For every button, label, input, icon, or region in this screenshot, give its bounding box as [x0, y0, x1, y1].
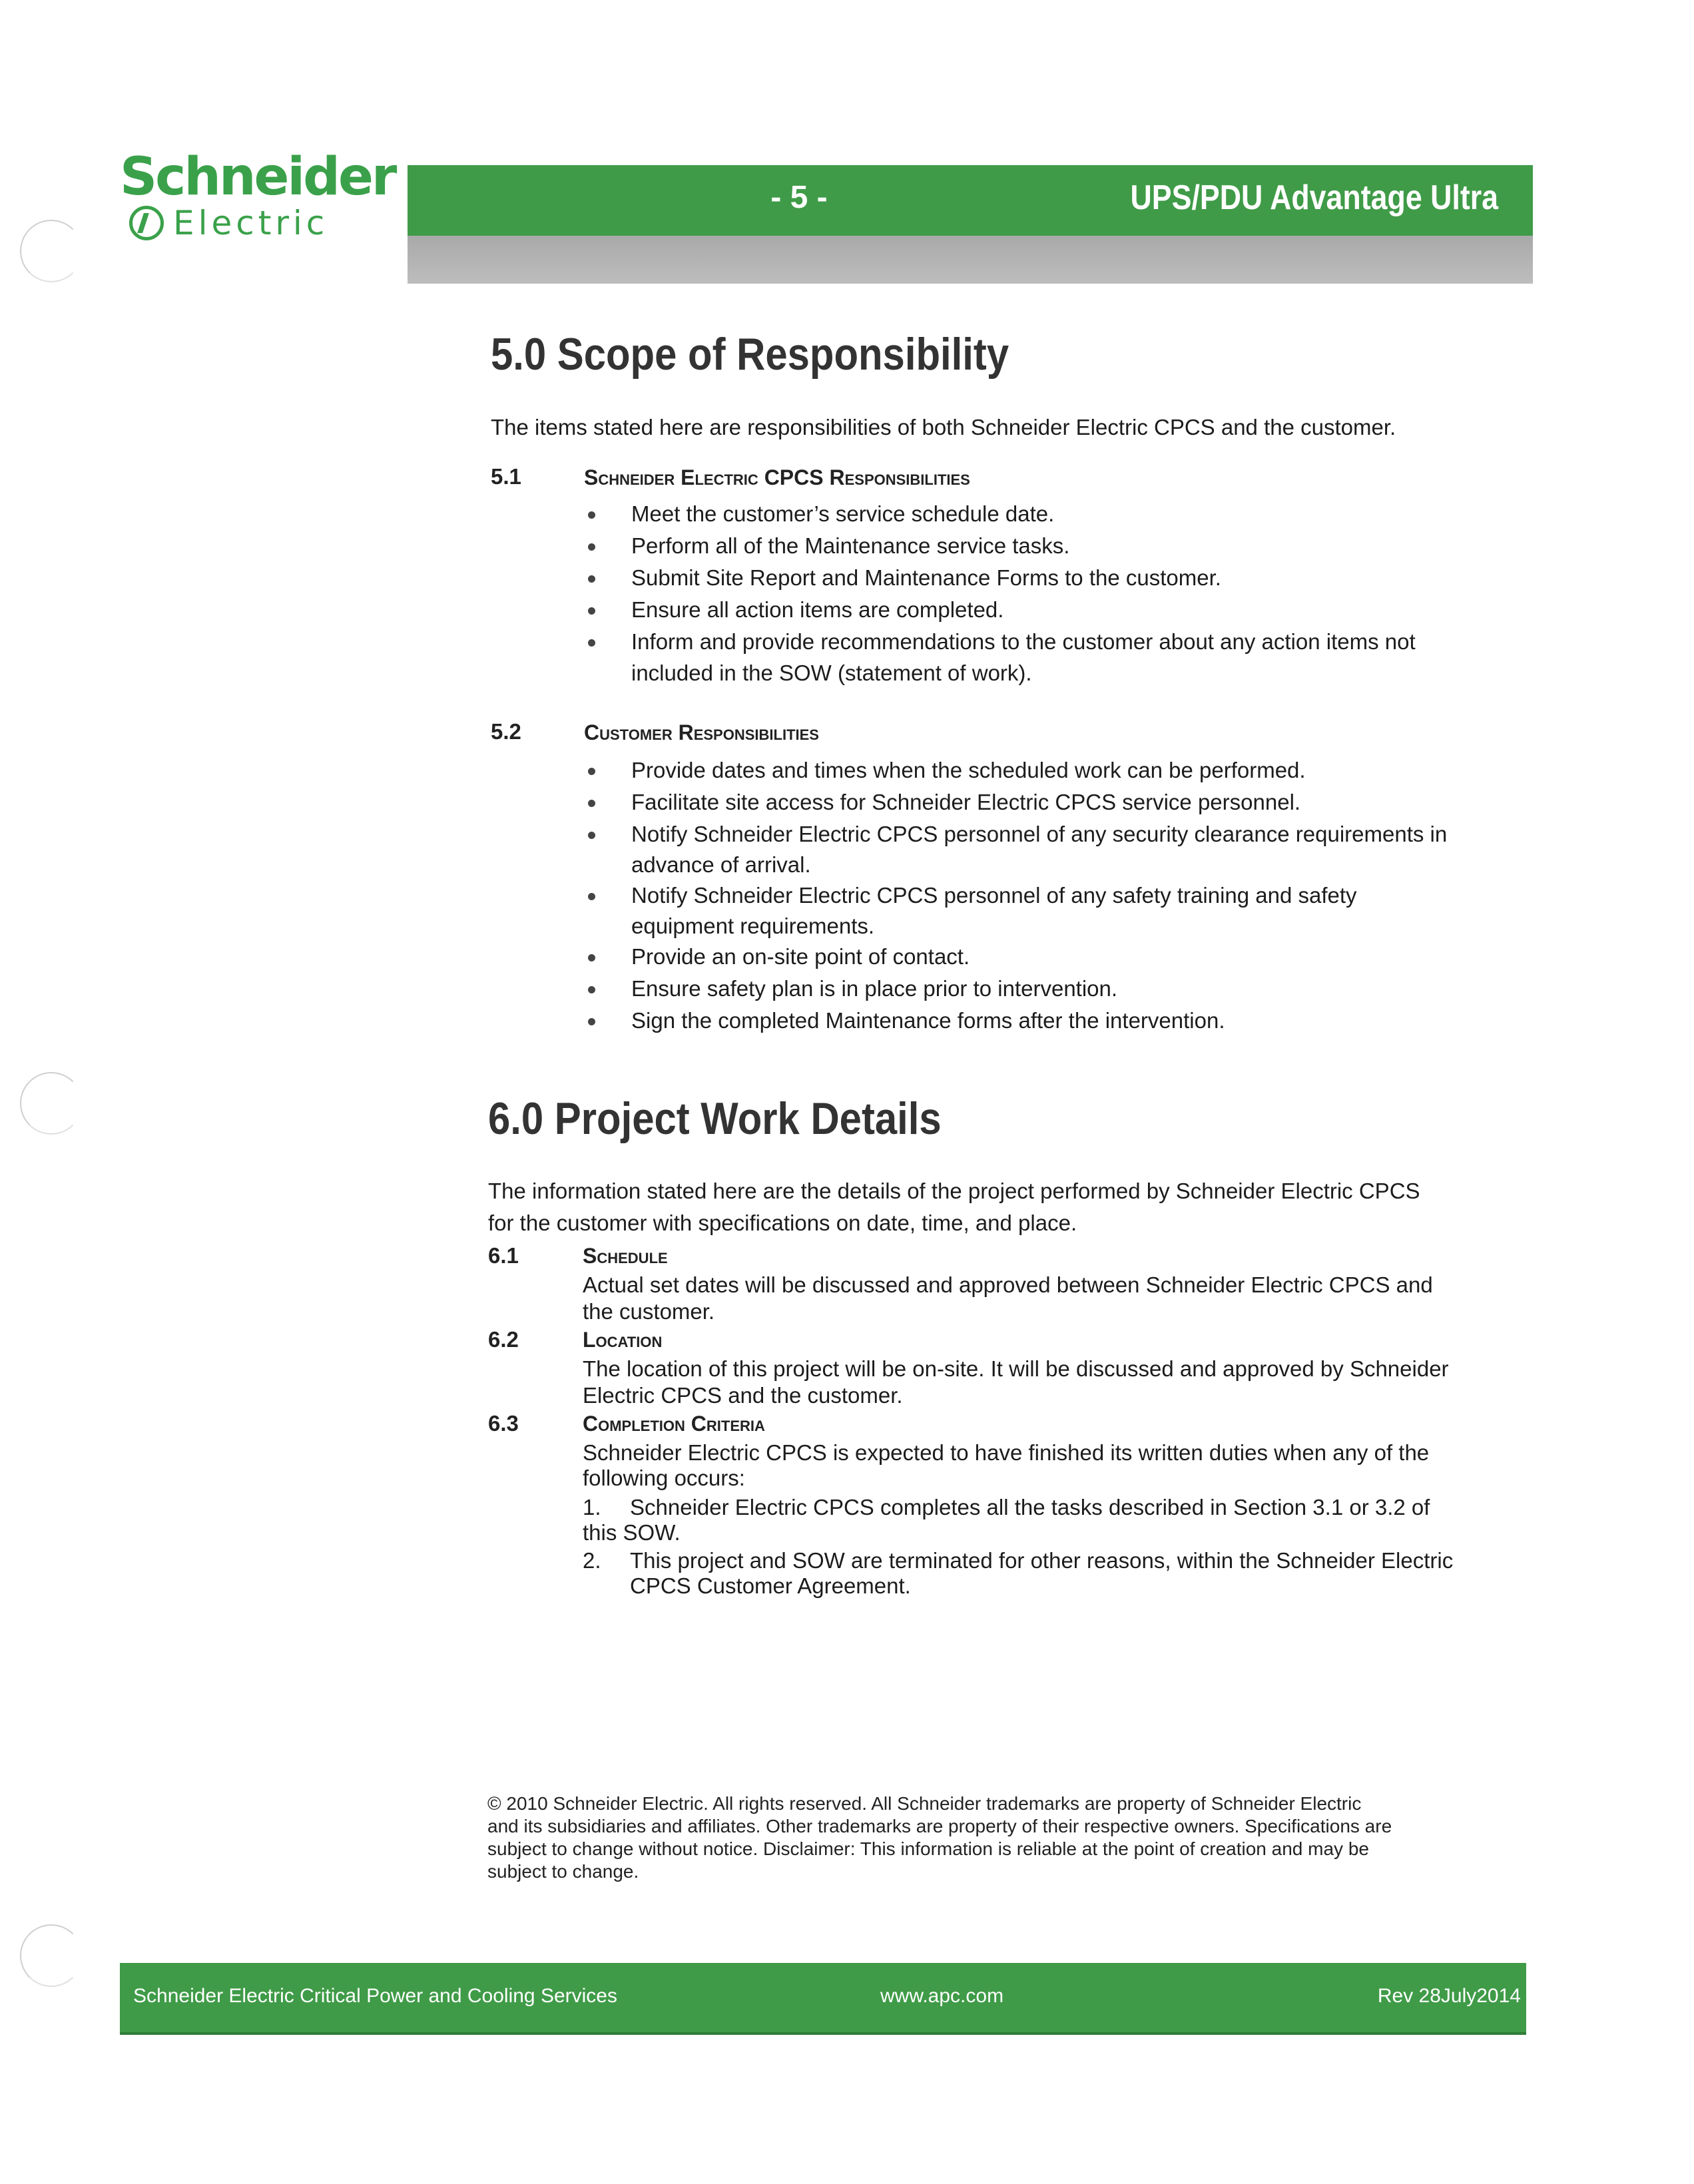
section-5-1-list: [631, 498, 1416, 688]
punch-hole-middle: [20, 1072, 83, 1135]
punch-hole-bottom: [20, 1924, 83, 1987]
section-6-2-text-line2: Electric CPCS and the customer.: [583, 1383, 903, 1408]
bullet-icon: [588, 607, 595, 615]
legal-notice: [487, 1792, 1392, 1883]
bullet-icon: [588, 543, 595, 551]
section-6-3-number: 6.3: [488, 1411, 519, 1436]
footer-revision: Rev 28July2014: [1377, 1985, 1521, 2007]
document-title: UPS/PDU Advantage Ultra: [1130, 178, 1498, 217]
header-underbar: [408, 236, 1533, 284]
schneider-electric-logo: [120, 147, 396, 242]
section-6-1-title: Schedule: [583, 1244, 668, 1268]
bullet-icon: [588, 893, 595, 900]
legal-line: and its subsidiaries and affiliates. Other trademarks are property of their respective owners. Specifications are: [487, 1816, 1392, 1836]
section-6-1-text-line2: the customer.: [583, 1299, 715, 1324]
list-item: Notify Schneider Electric CPCS personnel of any safety training and safety: [631, 880, 1447, 912]
list-item: Provide dates and times when the scheduled work can be performed.: [631, 754, 1447, 786]
section-5-2-number: 5.2: [491, 719, 521, 744]
logo-wordmark-electric: [173, 204, 346, 242]
section-6-intro-line2: for the customer with specifications on date, time, and place.: [488, 1211, 1077, 1235]
criteria-item-1-line1: Schneider Electric CPCS completes all the tasks described in Section 3.1 or 3.2 of: [630, 1495, 1430, 1519]
page-number: - 5 -: [770, 180, 828, 215]
bullet-icon: [588, 511, 595, 519]
legal-line: © 2010 Schneider Electric. All rights reserved. All Schneider trademarks are property of Schneider Electric: [487, 1793, 1362, 1814]
section-5-2-list: [631, 754, 1447, 1037]
bullet-icon: [588, 768, 595, 775]
section-5-1-title: Schneider Electric CPCS Responsibilities: [584, 465, 970, 489]
list-item: Provide an on-site point of contact.: [631, 941, 1447, 973]
footer-website: www.apc.com: [880, 1985, 1004, 2007]
section-6-heading: 6.0 Project Work Details: [488, 1093, 942, 1144]
criteria-item-2-number: 2.: [583, 1548, 601, 1573]
section-5-heading: 5.0 Scope of Responsibility: [491, 329, 1009, 380]
bullet-icon: [588, 832, 595, 839]
section-6-3-text-line1: Schneider Electric CPCS is expected to have finished its written duties when any of the: [583, 1440, 1430, 1465]
list-item: Ensure safety plan is in place prior to intervention.: [631, 973, 1447, 1005]
bullet-icon: [588, 954, 595, 961]
list-item-continuation: equipment requirements.: [631, 914, 875, 938]
bullet-icon: [588, 1018, 595, 1025]
criteria-item-2-line1: This project and SOW are terminated for other reasons, within the Schneider Electric: [630, 1548, 1454, 1573]
section-5-intro: The items stated here are responsibilities of both Schneider Electric CPCS and the customer.: [491, 415, 1396, 439]
logo-electric-text: Electric: [173, 204, 329, 242]
list-item: Facilitate site access for Schneider Electric CPCS service personnel.: [631, 786, 1447, 818]
punch-hole-top: [20, 220, 83, 282]
list-item: Perform all of the Maintenance service tasks.: [631, 530, 1416, 562]
footer-bar: [120, 1963, 1526, 2035]
section-6-1-number: 6.1: [488, 1243, 519, 1268]
bullet-icon: [588, 986, 595, 993]
section-6-3-text-line2: following occurs:: [583, 1466, 745, 1490]
section-6-2-text-line1: The location of this project will be on-site. It will be discussed and approved by Schneider: [583, 1356, 1449, 1381]
bullet-icon: [588, 639, 595, 647]
legal-line: subject to change.: [487, 1861, 639, 1882]
legal-line: subject to change without notice. Disclaimer: This information is reliable at the point of creation and may be: [487, 1838, 1369, 1859]
section-6-2-number: 6.2: [488, 1327, 519, 1352]
list-item: Submit Site Report and Maintenance Forms to the customer.: [631, 562, 1416, 594]
bullet-icon: [588, 575, 595, 583]
section-5-2-title: Customer Responsibilities: [584, 720, 819, 744]
section-6-2-title: Location: [583, 1328, 663, 1352]
criteria-item-2-line2: CPCS Customer Agreement.: [630, 1573, 911, 1598]
list-item: Inform and provide recommendations to the customer about any action items not: [631, 626, 1416, 658]
list-item-continuation: advance of arrival.: [631, 852, 811, 877]
section-6-1-text-line1: Actual set dates will be discussed and approved between Schneider Electric CPCS and: [583, 1272, 1433, 1297]
list-item-continuation: included in the SOW (statement of work).: [631, 661, 1032, 685]
bullet-icon: [588, 800, 595, 807]
list-item: Sign the completed Maintenance forms after the intervention.: [631, 1005, 1447, 1037]
criteria-item-1-number: 1.: [583, 1495, 601, 1519]
list-item: Ensure all action items are completed.: [631, 594, 1416, 626]
criteria-item-1-line2: this SOW.: [583, 1520, 681, 1545]
list-item: Meet the customer’s service schedule date.: [631, 498, 1416, 530]
footer-company: Schneider Electric Critical Power and Cooling Services: [133, 1985, 617, 2007]
list-item: Notify Schneider Electric CPCS personnel of any security clearance requirements in: [631, 818, 1447, 850]
logo-symbol-icon: [129, 206, 164, 240]
section-6-3-title: Completion Criteria: [583, 1412, 765, 1436]
section-5-1-number: 5.1: [491, 464, 521, 489]
section-6-intro-line1: The information stated here are the details of the project performed by Schneider Electric CPCS: [488, 1179, 1420, 1203]
logo-wordmark-schneider: Schneider: [120, 147, 396, 207]
